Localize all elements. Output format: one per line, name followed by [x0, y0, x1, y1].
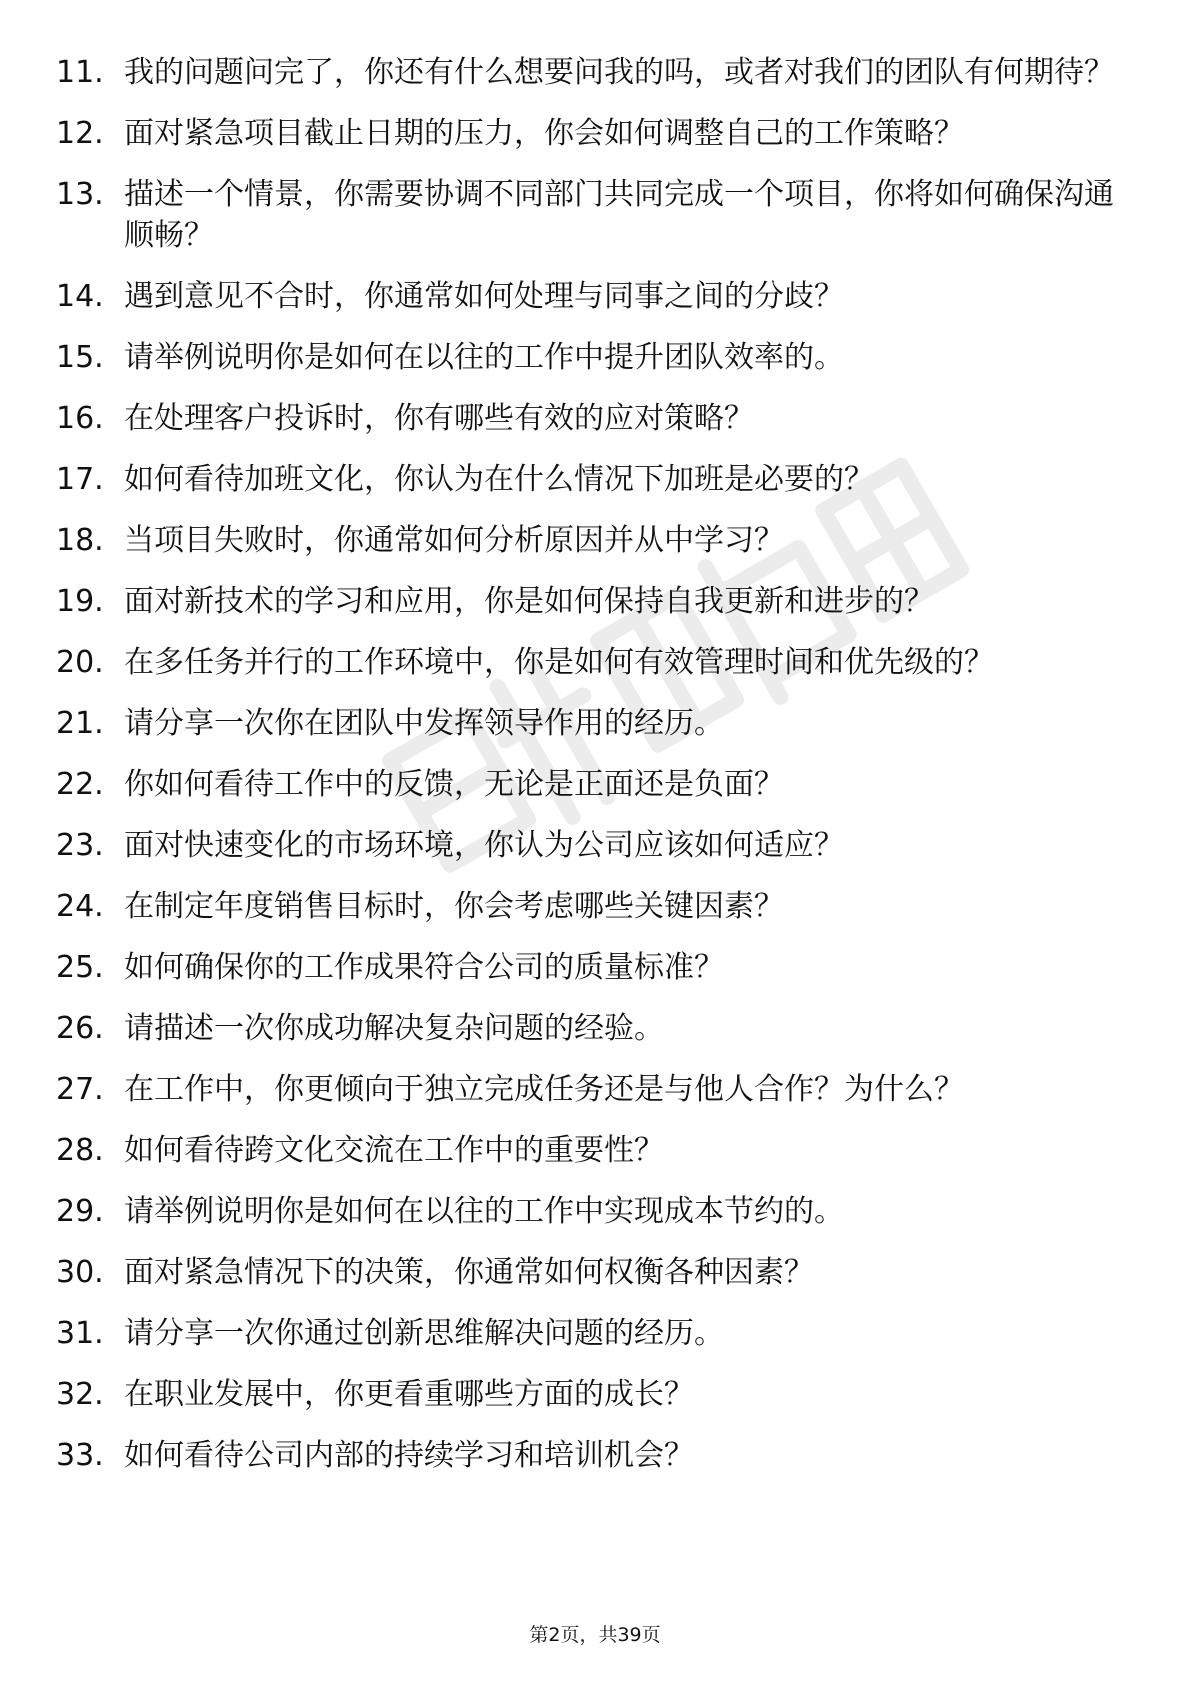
question-number: 15. [56, 340, 104, 375]
question-number: 22. [56, 767, 104, 802]
question-text: 你如何看待工作中的反馈，无论是正面还是负面？ [124, 767, 784, 802]
question-text: 在工作中，你更倾向于独立完成任务还是与他人合作？为什么？ [124, 1072, 964, 1107]
question-text: 面对快速变化的市场环境，你认为公司应该如何适应？ [124, 828, 844, 863]
question-text: 面对紧急项目截止日期的压力，你会如何调整自己的工作策略？ [124, 116, 964, 151]
question-text: 如何确保你的工作成果符合公司的质量标准？ [124, 950, 724, 985]
list-item [56, 642, 1126, 683]
question-number: 27. [56, 1072, 104, 1107]
question-text: 请举例说明你是如何在以往的工作中提升团队效率的。 [124, 340, 844, 375]
question-number: 18. [56, 523, 104, 558]
question-text: 如何看待公司内部的持续学习和培训机会？ [124, 1438, 694, 1473]
question-number: 17. [56, 462, 104, 497]
question-number: 24. [56, 889, 104, 924]
question-number: 26. [56, 1011, 104, 1046]
question-text: 在职业发展中，你更看重哪些方面的成长？ [124, 1377, 694, 1412]
list-item [56, 1130, 1126, 1171]
question-number: 21. [56, 706, 104, 741]
list-item [56, 337, 1126, 378]
list-item [56, 764, 1126, 805]
question-number: 23. [56, 828, 104, 863]
question-number: 33. [56, 1438, 104, 1473]
question-number: 13. [56, 177, 104, 212]
list-item [56, 1069, 1126, 1110]
list-item [56, 520, 1126, 561]
question-text: 面对紧急情况下的决策，你通常如何权衡各种因素？ [124, 1255, 814, 1290]
question-number: 29. [56, 1194, 104, 1229]
list-item [56, 174, 1126, 256]
list-item [56, 886, 1126, 927]
question-number: 30. [56, 1255, 104, 1290]
list-item [56, 703, 1126, 744]
question-text: 在多任务并行的工作环境中，你是如何有效管理时间和优先级的？ [124, 645, 994, 680]
page-number: 第2页，共39页 [529, 1624, 661, 1646]
list-item [56, 276, 1126, 317]
question-text: 面对新技术的学习和应用，你是如何保持自我更新和进步的？ [124, 584, 934, 619]
question-list [56, 52, 1126, 1496]
question-text: 如何看待跨文化交流在工作中的重要性？ [124, 1133, 664, 1168]
list-item [56, 52, 1126, 93]
list-item [56, 1191, 1126, 1232]
list-item [56, 1252, 1126, 1293]
question-text: 请分享一次你通过创新思维解决问题的经历。 [124, 1316, 724, 1351]
question-number: 32. [56, 1377, 104, 1412]
question-text: 请描述一次你成功解决复杂问题的经验。 [124, 1011, 664, 1046]
question-text: 在制定年度销售目标时，你会考虑哪些关键因素？ [124, 889, 784, 924]
question-text: 描述一个情景，你需要协调不同部门共同完成一个项目，你将如何确保沟通顺畅？ [124, 177, 1114, 253]
list-item [56, 1008, 1126, 1049]
question-text: 如何看待加班文化，你认为在什么情况下加班是必要的？ [124, 462, 874, 497]
question-number: 16. [56, 401, 104, 436]
question-number: 11. [56, 55, 104, 90]
list-item [56, 398, 1126, 439]
list-item [56, 1435, 1126, 1476]
question-text: 当项目失败时，你通常如何分析原因并从中学习？ [124, 523, 784, 558]
list-item [56, 113, 1126, 154]
list-item [56, 1374, 1126, 1415]
question-number: 12. [56, 116, 104, 151]
question-text: 请分享一次你在团队中发挥领导作用的经历。 [124, 706, 724, 741]
list-item [56, 1313, 1126, 1354]
question-text: 我的问题问完了，你还有什么想要问我的吗，或者对我们的团队有何期待？ [124, 55, 1114, 90]
question-number: 20. [56, 645, 104, 680]
list-item [56, 825, 1126, 866]
question-number: 14. [56, 279, 104, 314]
question-number: 19. [56, 584, 104, 619]
list-item [56, 947, 1126, 988]
question-text: 请举例说明你是如何在以往的工作中实现成本节约的。 [124, 1194, 844, 1229]
question-number: 25. [56, 950, 104, 985]
question-number: 28. [56, 1133, 104, 1168]
list-item [56, 459, 1126, 500]
question-number: 31. [56, 1316, 104, 1351]
list-item [56, 581, 1126, 622]
question-text: 在处理客户投诉时，你有哪些有效的应对策略？ [124, 401, 754, 436]
question-text: 遇到意见不合时，你通常如何处理与同事之间的分歧？ [124, 279, 844, 314]
